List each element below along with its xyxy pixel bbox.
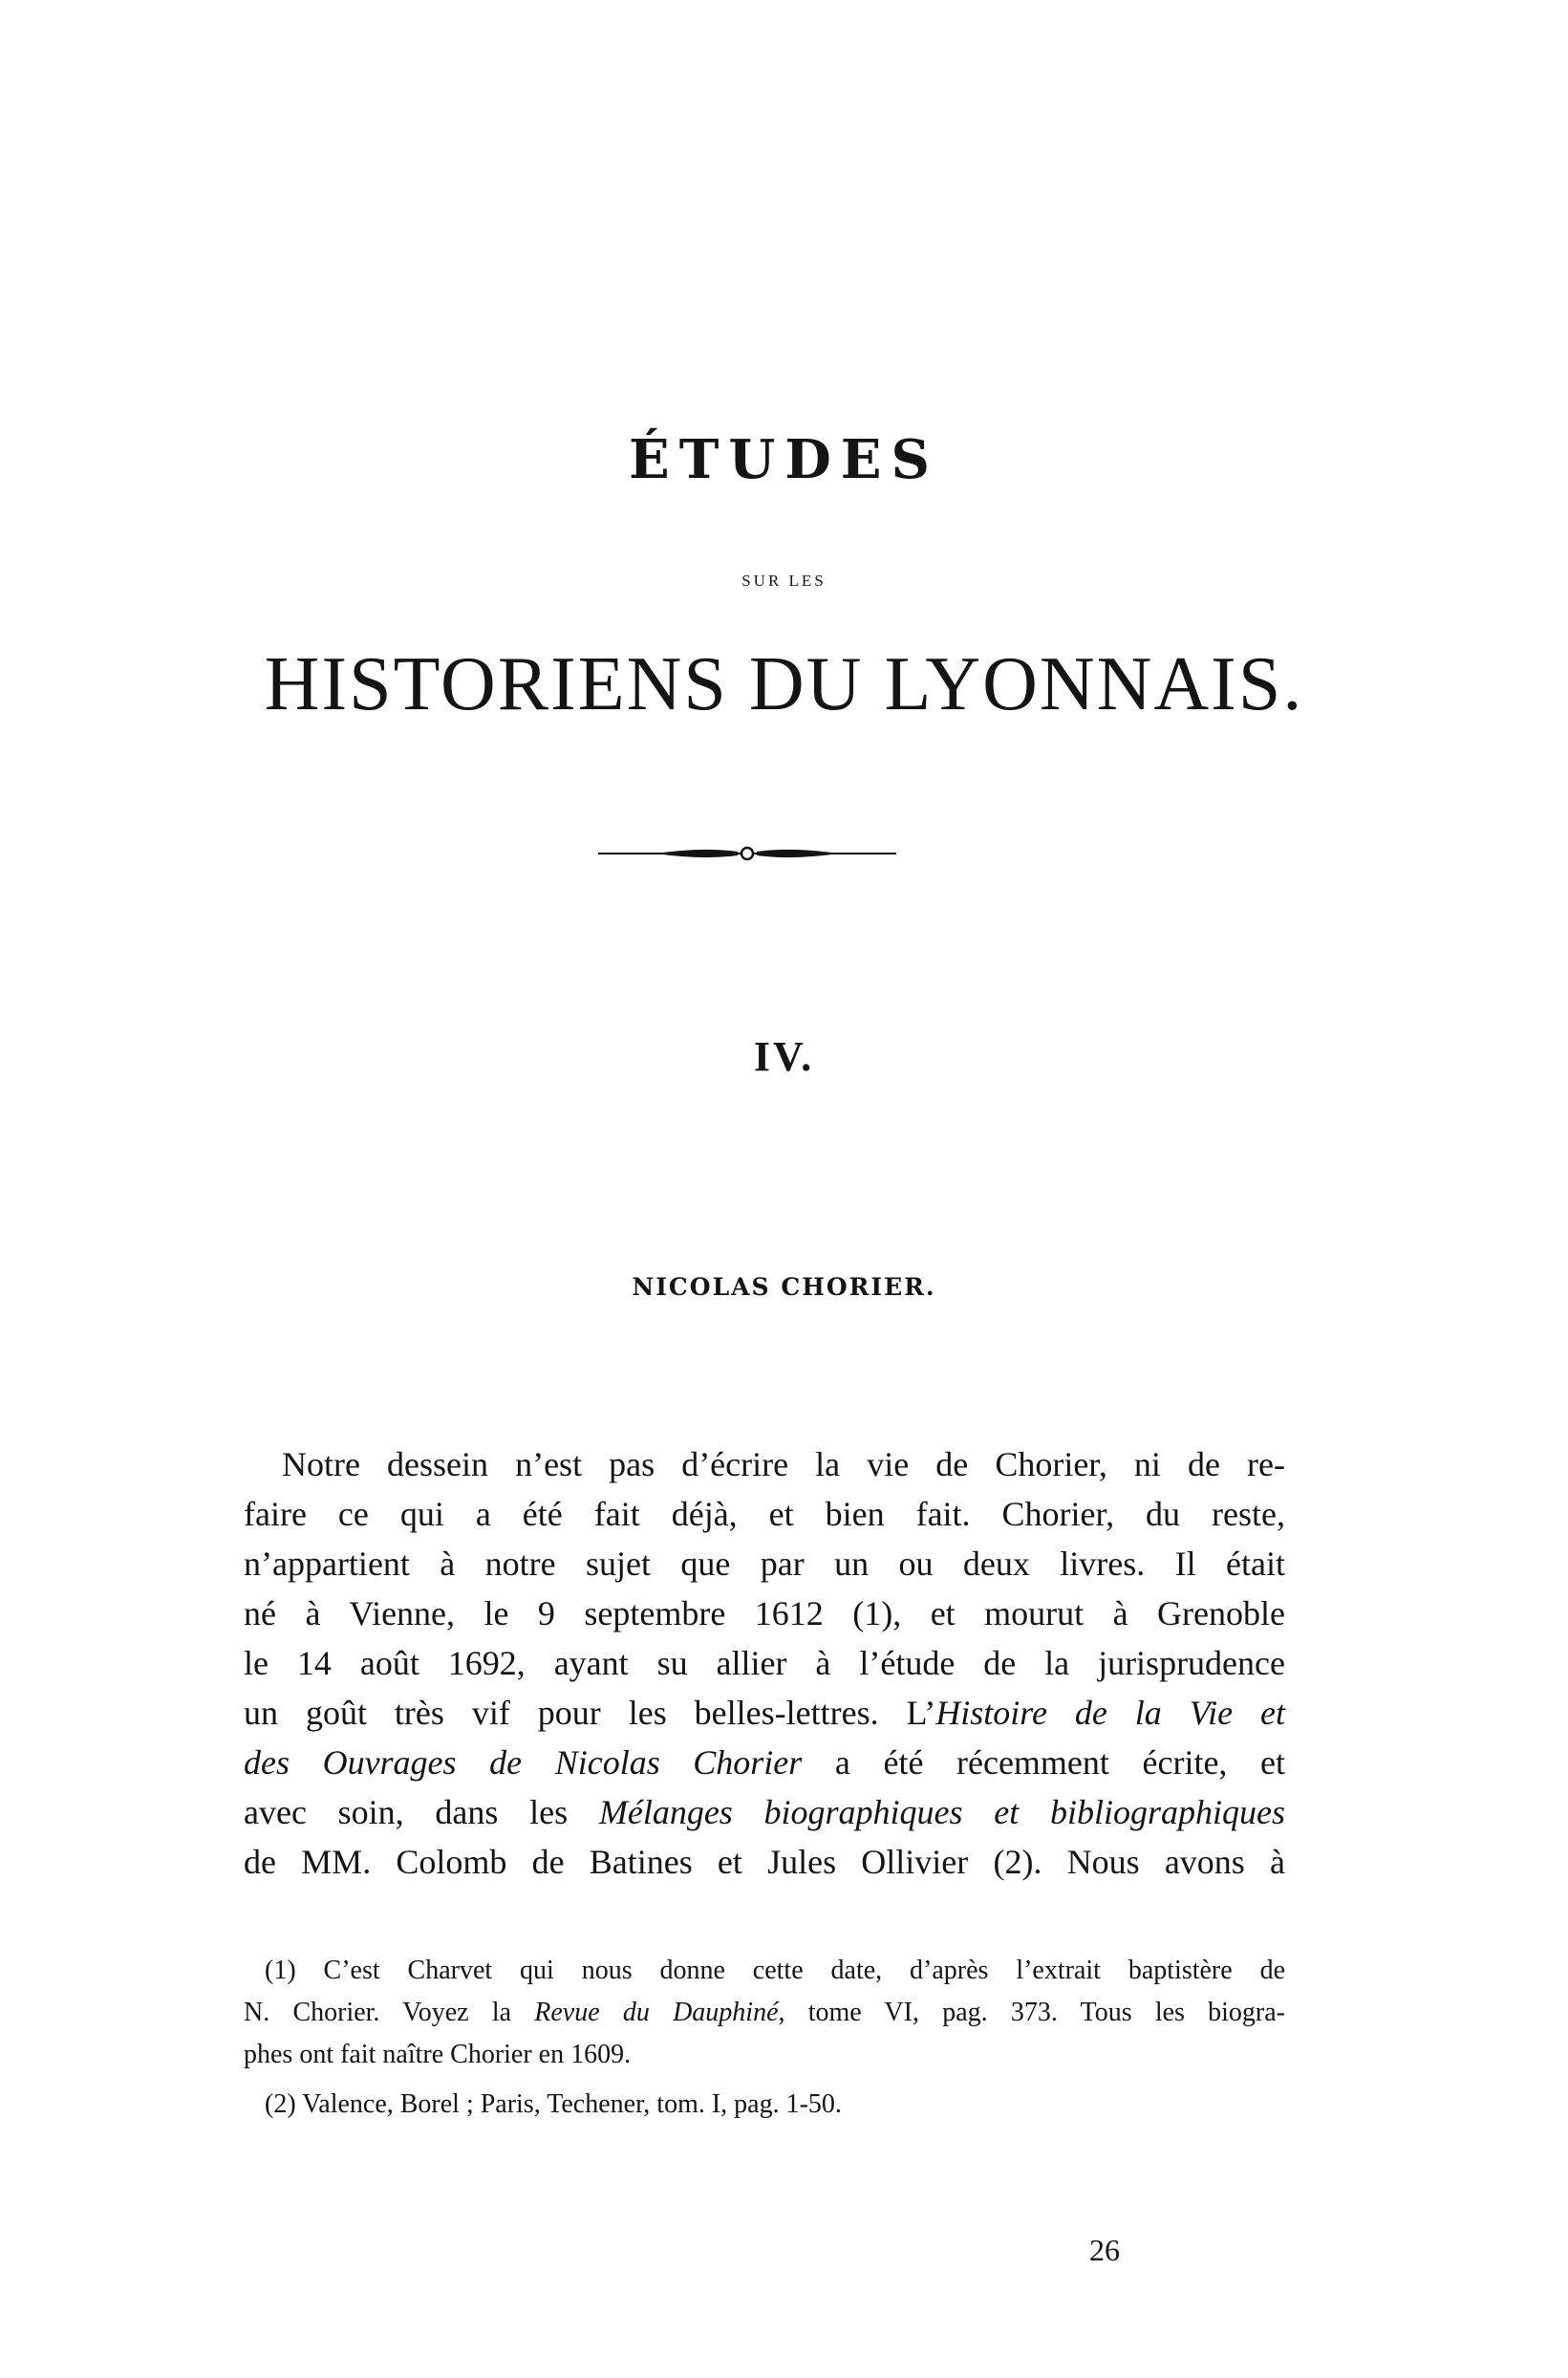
body-italic-title: Histoire de la Vie et	[935, 1694, 1285, 1732]
body-line: n’appartient à notre sujet que par un ou deux livres. Il était	[244, 1545, 1285, 1583]
footnotes	[244, 1950, 1285, 2126]
footnote-line	[244, 1992, 1285, 2034]
footnote-line: (1) C’est Charvet qui nous donne cette date, d’après l’extrait baptistère de	[265, 1956, 1285, 1985]
body-italic-title: des Ouvrages de Nicolas Chorier	[244, 1743, 803, 1782]
body-text-segment: a été récemment écrite, et	[802, 1743, 1285, 1782]
footnote-text-segment: N. Chorier. Voyez la	[244, 1998, 535, 2027]
footnote-line: (2) Valence, Borel ; Paris, Techener, tom. I, pag. 1-50.	[265, 2089, 842, 2119]
chapter-title: NICOLAS CHORIER.	[632, 1273, 936, 1301]
body-line	[244, 1688, 1285, 1738]
footnote-italic-title: Revue du Dauphiné	[534, 1998, 779, 2027]
body-line: Notre dessein n’est pas d’écrire la vie de Chorier, ni de re-	[282, 1445, 1285, 1483]
body-line: le 14 août 1692, ayant su allier à l’étude de la jurisprudence	[244, 1644, 1285, 1682]
body-paragraph	[244, 1439, 1285, 1887]
footnote-line: phes ont fait naître Chorier en 1609.	[244, 2040, 632, 2069]
body-line: né à Vienne, le 9 septembre 1612 (1), et mourut à Grenoble	[244, 1594, 1285, 1632]
ornament-divider-icon	[598, 841, 896, 866]
footnote-text-segment: , tome VI, pag. 373. Tous les biogra-	[778, 1998, 1285, 2027]
heading-sur-les: SUR LES	[741, 572, 827, 590]
body-line: de MM. Colomb de Batines et Jules Ollivier (2). Nous avons à	[244, 1843, 1285, 1881]
heading-historiens: HISTORIENS DU LYONNAIS.	[264, 642, 1304, 726]
body-line	[244, 1738, 1285, 1787]
page-number: 26	[1089, 2233, 1120, 2267]
body-italic-title: Mélanges biographiques et bibliographiques	[598, 1793, 1285, 1831]
body-text-segment: avec soin, dans les	[244, 1793, 599, 1831]
body-line	[244, 1787, 1285, 1837]
heading-etudes: ÉTUDES	[629, 428, 939, 491]
body-text-segment: un goût très vif pour les belles-lettres. L’	[244, 1694, 936, 1732]
body-line: faire ce qui a été fait déjà, et bien fait. Chorier, du reste,	[244, 1495, 1285, 1533]
section-number: IV.	[753, 1033, 815, 1080]
